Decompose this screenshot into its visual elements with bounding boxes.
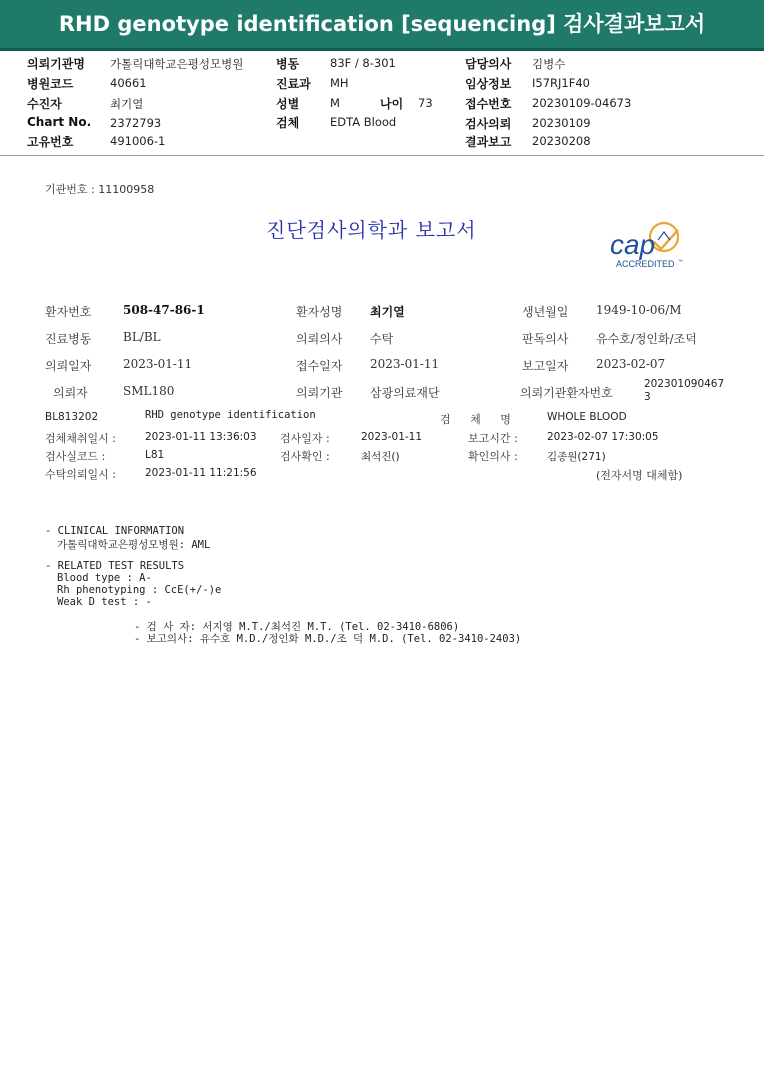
receipt-no-value: 20230109-04673 [532,96,632,110]
institution-name-value: 가톨릭대학교은평성모병원 [110,57,244,71]
info-value: 2023-02-07 [596,357,666,371]
doctor-value: 김병수 [532,57,566,71]
info-label: 진료병동 [45,332,92,346]
tester-line: - 검 사 자: 서지영 M.T./최석진 M.T. (Tel. 02-3410-6806) [134,621,460,633]
department-label: 진료과 [276,77,311,91]
info-value: 1949-10-06/M [596,303,682,317]
cap-accredited-logo [606,222,710,272]
info-value: 유수호/정인화/조덕 [596,332,697,346]
info-value: 2023-01-11 [370,357,440,371]
info-value: 수탁 [370,332,394,346]
test-name: RHD genotype identification [145,409,316,421]
info-value: BL/BL [123,330,161,344]
institution-code: 기관번호 : 11100958 [45,183,155,196]
age-value: 73 [418,96,433,110]
e-signature-note: (전자서명 대체함) [596,469,683,482]
page-title: RHD genotype identification [sequencing] 검사결과보고서 [58,12,706,36]
detail-value: 2023-01-11 13:36:03 [145,431,257,443]
info-label: 의뢰기관 [296,386,343,400]
info-value-tail: 3 [644,391,651,403]
related-results-heading: - RELATED TEST RESULTS [45,560,185,572]
detail-value: 2023-01-11 11:21:56 [145,467,257,479]
result-report-value: 20230208 [532,134,591,148]
detail-value: L81 [145,449,165,461]
info-value: SML180 [123,384,175,398]
detail-label: 검체채취일시 : [45,432,116,445]
related-result-line: Blood type : A- [57,572,152,584]
info-label: 의뢰의사 [296,332,343,346]
cap-logo-tm: ™ [678,259,683,265]
info-label: 판독의사 [522,332,569,346]
info-label: 의뢰기관환자번호 [520,386,613,400]
detail-label: 보고시간 : [468,432,518,445]
cap-logo-sub: ACCREDITED [616,259,675,269]
test-request-label: 검사의뢰 [465,117,512,131]
specimen-label: 검체 [276,116,300,130]
related-result-line: Rh phenotyping : CcE(+/-)e [57,584,222,596]
info-label: 보고일자 [522,359,569,373]
ward-value: 83F / 8-301 [330,56,396,70]
ward-label: 병동 [276,57,300,71]
test-code: BL813202 [45,411,99,423]
info-value: 508-47-86-1 [123,303,205,317]
cap-logo-graphic [606,222,710,272]
chart-no-label: Chart No. [27,115,92,129]
info-label: 의뢰자 [53,386,88,400]
detail-label: 검사실코드 : [45,450,106,463]
header-divider [0,155,764,156]
chart-no-value: 2372793 [110,116,162,130]
unique-no-value: 491006-1 [110,134,166,148]
clinical-info-value: I57RJ1F40 [532,76,590,90]
related-result-line: Weak D test : - [57,596,152,608]
sex-value: M [330,96,340,110]
test-request-value: 20230109 [532,116,591,130]
info-value: 삼광의료재단 [370,386,440,400]
info-value: 202301090467 [644,378,725,390]
clinical-info-heading: - CLINICAL INFORMATION [45,525,185,537]
patient-name-value: 최기열 [110,97,144,111]
cap-logo-word: cap [610,229,656,260]
detail-value: 최석진() [361,451,400,463]
detail-value: 김종원(271) [547,451,606,463]
info-value: 2023-01-11 [123,357,193,371]
specimen-name-label: 검 체 명 [440,413,519,426]
sex-label: 성별 [276,97,300,111]
report-heading: 진단검사의학과 보고서 [266,218,477,242]
age-label: 나이 [380,97,404,111]
receipt-no-label: 접수번호 [465,97,512,111]
clinical-info-label: 임상정보 [465,77,512,91]
info-label: 환자성명 [296,305,343,319]
hospital-code-label: 병원코드 [27,77,74,91]
doctor-label: 담당의사 [465,57,512,71]
info-label: 접수일자 [296,359,343,373]
info-label: 생년월일 [522,305,569,319]
detail-label: 확인의사 : [468,450,518,463]
info-value: 최기열 [370,305,405,319]
detail-label: 검사일자 : [280,432,330,445]
unique-no-label: 고유번호 [27,135,74,149]
info-label: 환자번호 [45,305,92,319]
specimen-name-value: WHOLE BLOOD [547,411,627,423]
department-value: MH [330,76,349,90]
reporting-doctor-line: - 보고의사: 유수호 M.D./정인화 M.D./조 덕 M.D. (Tel. 02-3410-2403) [134,633,522,645]
detail-value: 2023-02-07 17:30:05 [547,431,659,443]
institution-name-label: 의뢰기관명 [27,57,85,71]
info-label: 의뢰일자 [45,359,92,373]
patient-name-label: 수진자 [27,97,62,111]
clinical-info-text: 가톨릭대학교은평성모병원: AML [57,539,211,551]
detail-label: 검사확인 : [280,450,330,463]
detail-label: 수탁의뢰일시 : [45,468,116,481]
result-report-label: 결과보고 [465,135,512,149]
hospital-code-value: 40661 [110,76,147,90]
detail-value: 2023-01-11 [361,431,423,443]
specimen-value: EDTA Blood [330,115,397,129]
